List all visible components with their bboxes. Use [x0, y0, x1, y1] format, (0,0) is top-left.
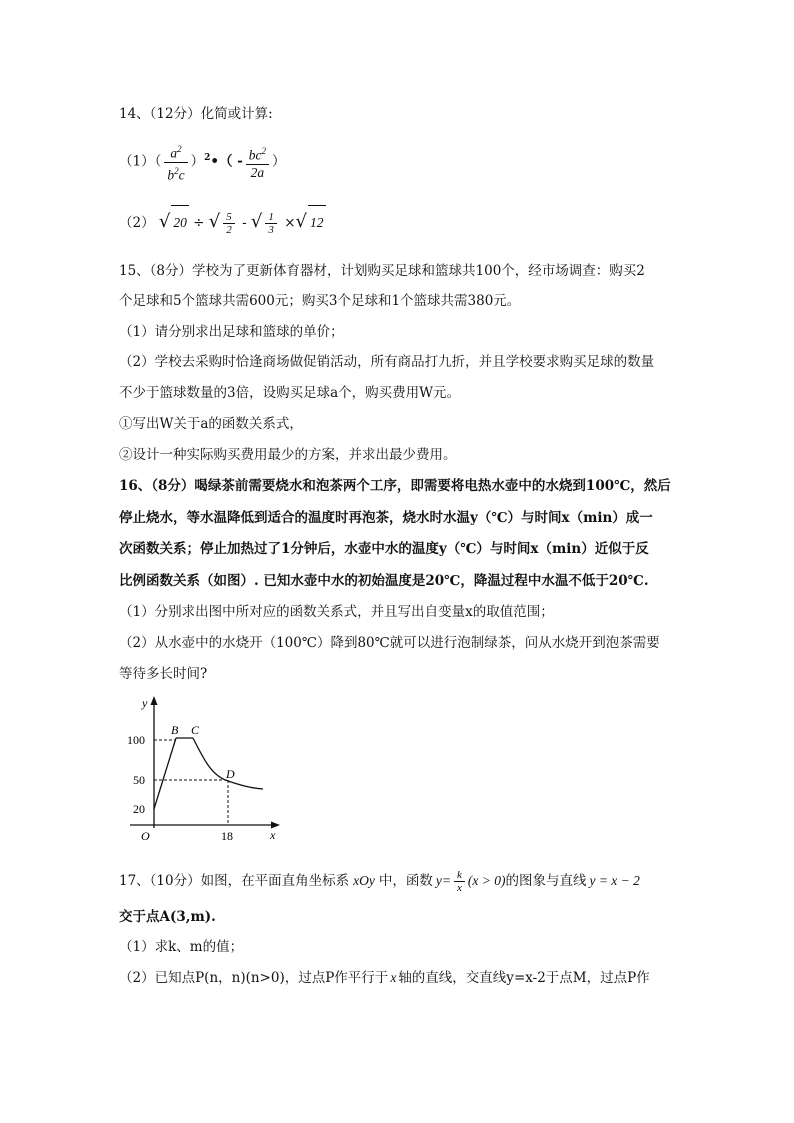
q17-func-condition: (x > 0): [467, 873, 506, 888]
q14-sqrt-frac-1-3: [265, 211, 277, 236]
q14-part1-lparen: （: [154, 153, 162, 170]
q16-line-6: （2）从水壶中的水烧开（100℃）降到80℃就可以进行泡制绿茶，问从水烧开到泡茶需要: [119, 635, 660, 651]
point-label-c: C: [191, 723, 200, 737]
y-axis-arrow-icon: [151, 696, 158, 705]
q17-line-4: [119, 969, 650, 987]
q17-line-2: 交于点A(3,m).: [119, 909, 216, 925]
q17-line-3: （1）求k、m的值；: [119, 939, 244, 955]
q16-line-2: 停止烧水，等水温降低到适合的温度时再泡茶，烧水时水温y（℃）与时间x（min）成一: [119, 510, 653, 526]
q14-sqrt-20: 20: [171, 205, 189, 240]
q15-line-2: 个足球和5个篮球共需600元；购买3个足球和1个篮球共需380元。: [119, 293, 521, 309]
point-label-b: B: [171, 723, 179, 737]
frac-a-den-c: c: [178, 167, 185, 182]
q14-part1-fraction-b: [246, 143, 269, 181]
q17-line-equation: y = x − 2: [589, 873, 640, 888]
q15-line-7: ②设计一种实际购买费用最少的方案，并求出最少费用。: [119, 447, 457, 463]
temperature-time-graph: [120, 692, 290, 847]
q14-sqrt-12: 12: [308, 205, 326, 240]
frac-b-num: bc: [248, 147, 262, 163]
tick-label-100: 100: [127, 733, 145, 747]
frac-a-num: a: [170, 145, 178, 161]
q14-times: ×: [284, 215, 296, 231]
frac-a-den-b: b: [167, 167, 175, 182]
sqrt-icon: √: [208, 211, 221, 232]
q14-part1-power: 2: [204, 153, 211, 163]
q14-part1: [119, 141, 286, 183]
q17-line-4-x: x: [390, 970, 397, 985]
q16-line-4: 比例函数关系（如图）. 已知水壶中水的初始温度是20℃，降温过程中水温不低于20℃.: [119, 573, 649, 589]
sqrt-icon: √: [158, 211, 171, 232]
frac-a-num-exp: 2: [177, 144, 182, 154]
q14-part1-dot: •（ -: [210, 153, 243, 170]
q14-sqrt-frac-5-2: [223, 211, 235, 236]
q17-line-1-a: 17、（10分）如图，在平面直角坐标系: [119, 873, 350, 889]
heating-line: [154, 738, 176, 809]
q14-part1-end: ）: [272, 153, 286, 170]
q15-line-6: ①写出W关于a的函数关系式，: [119, 416, 303, 432]
sqrt-icon: √: [250, 211, 263, 232]
frac-b-den: 2a: [250, 164, 265, 180]
q16-line-3: 次函数关系；停止加热过了1分钟后，水壶中水的温度y（℃）与时间x（min）近似于反: [119, 541, 649, 557]
q17-func-fraction: [454, 869, 465, 894]
q15-line-1: 15、（8分）学校为了更新体育器材，计划购买足球和篮球共100个，经市场调查：购买2: [119, 263, 645, 279]
q17-line-4-b: 轴的直线，交直线y=x-2于点M，过点P作: [398, 970, 650, 986]
q14-part1-rparen: ）: [190, 153, 205, 170]
q16-line-1: 16、（8分）喝绿茶前需要烧水和泡茶两个工序，即需要将电热水壶中的水烧到100℃，然后: [119, 478, 671, 494]
q17-func-eq: =: [441, 873, 451, 888]
tick-label-20: 20: [133, 802, 145, 816]
frac-b-num-exp: 2: [261, 146, 267, 157]
q14-heading: 14、（12分）化简或计算:: [119, 106, 273, 122]
q17-line-1: [119, 866, 640, 896]
q15-line-3: （1）请分别求出足球和篮球的单价；: [119, 324, 344, 340]
tick-label-50: 50: [133, 773, 145, 787]
q14-minus: -: [242, 215, 247, 231]
q14-part2-label: （2）: [119, 215, 155, 231]
q17-line-1-b: 中，函数: [378, 873, 433, 889]
q17-frac-num: k: [454, 869, 465, 882]
q14-part1-fraction-a: [164, 141, 187, 183]
sqrt-icon: √: [295, 211, 307, 232]
q15-line-4: （2）学校去采购时恰逢商场做促销活动，所有商品打九折，并且学校要求购买足球的数量: [119, 354, 655, 370]
q16-line-7: 等待多长时间?: [119, 666, 208, 682]
q17-xoy: xOy: [353, 873, 375, 888]
cooling-curve: [193, 738, 263, 789]
frac-a-den-exp: 2: [174, 165, 179, 176]
q17-line-4-a: （2）已知点P(n，n)(n>0)，过点P作平行于: [119, 970, 389, 986]
q14-part1-label: （1）: [119, 153, 155, 170]
q16-line-5: （1）分别求出图中所对应的函数关系式，并且写出自变量x的取值范围；: [119, 604, 554, 620]
y-axis-label: y: [142, 696, 148, 710]
x-axis-label: x: [270, 828, 276, 842]
q15-line-5: 不少于篮球数量的3倍，设购买足球a个，购买费用W元。: [119, 385, 461, 401]
q17-func-y: y: [435, 873, 442, 888]
frac-5-2-den: 2: [226, 224, 232, 236]
frac-1-3-num: 1: [265, 211, 277, 224]
q14-part2: [119, 205, 326, 240]
point-label-d: D: [226, 767, 235, 781]
tick-label-18: 18: [221, 829, 233, 843]
origin-label: O: [141, 829, 150, 843]
frac-5-2-num: 5: [223, 211, 235, 224]
q14-divide: ÷: [193, 215, 205, 231]
q17-frac-den: x: [456, 882, 462, 894]
q17-line-1-c: 的图象与直线: [505, 873, 587, 889]
frac-1-3-den: 3: [268, 224, 274, 236]
